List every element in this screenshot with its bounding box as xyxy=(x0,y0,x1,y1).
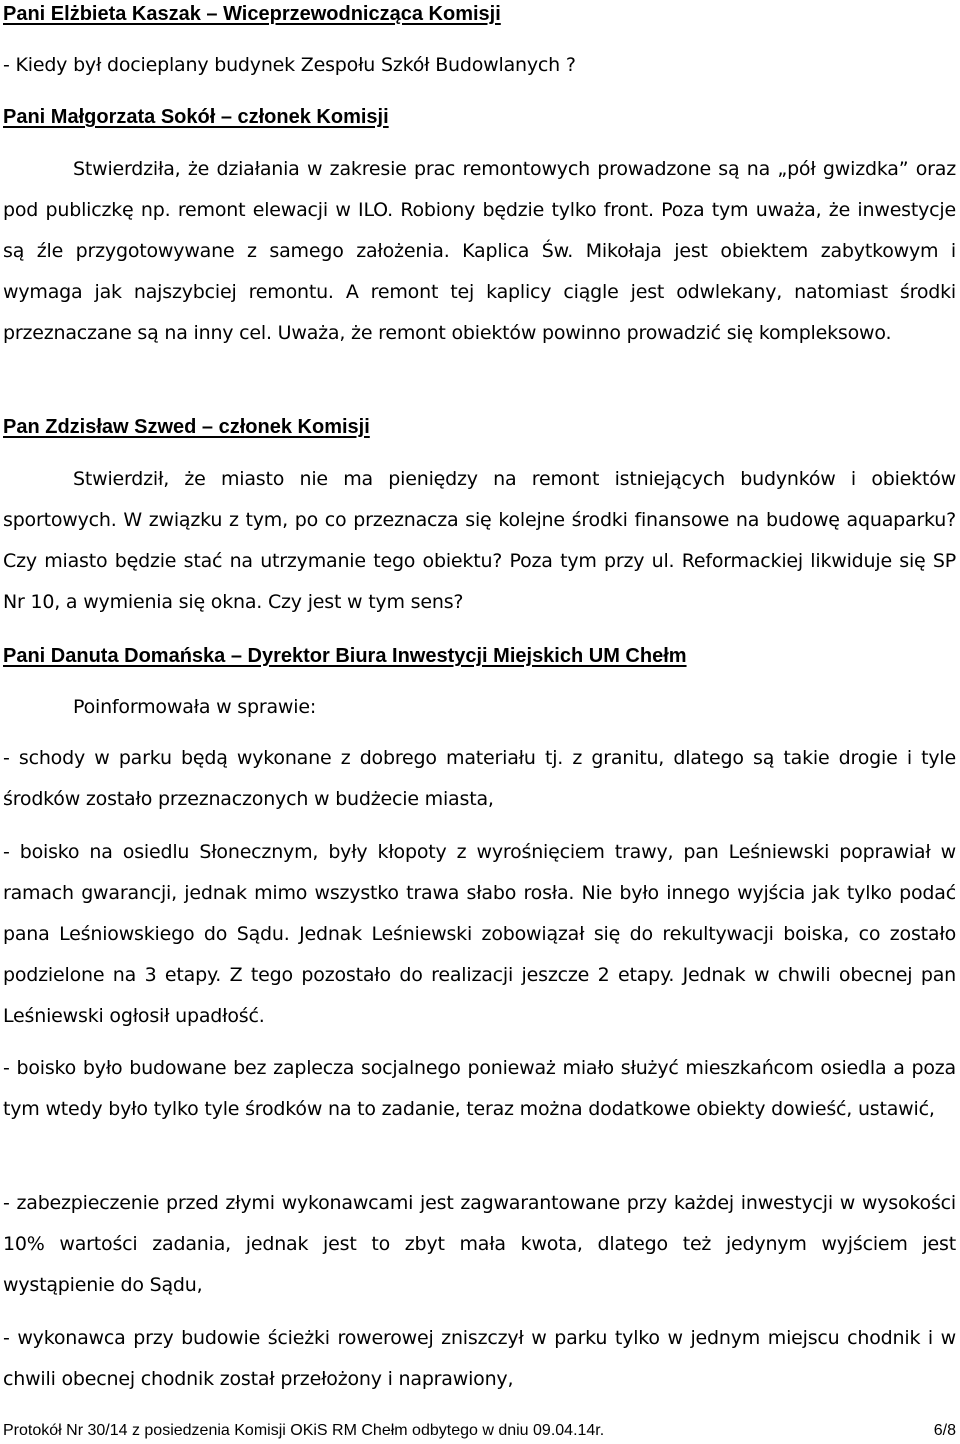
list-item: - boisko na osiedlu Słonecznym, były kłopoty z wyrośnięciem trawy, pan Leśniewski poprawiał w ramach gwarancji, jednak mimo wszystko trawa słabo rosła. Nie było innego wyjścia jak tylko podać pana Leśniowskiego do Sądu. Jednak Leśniewski zobowiązał się do rekultywacji boiska, co zostało podzielone na 3 etapy. Z tego pozostało do realizacji jeszcze 2 etapy. Jednak w chwili obecnej pan Leśniewski ogłosił upadłość. xyxy=(3,841,956,1027)
page-number: 6/8 xyxy=(933,1422,956,1439)
list-item: - schody w parku będą wykonane z dobrego materiału tj. z granitu, dlatego są takie drogie i tyle środków zostało przeznaczonych w budżecie miasta, xyxy=(3,747,956,810)
list-item: - boisko było budowane bez zaplecza socjalnego ponieważ miało służyć mieszkańcom osiedla a poza tym wtedy było tylko tyle środków na to zadanie, teraz można dodatkowe obiekty dowieść, ustawić, xyxy=(3,1057,956,1120)
statement-paragraph: Stwierdziła, że działania w zakresie prac remontowych prowadzone są na „pół gwizdka” oraz pod publiczkę np. remont elewacji w ILO. Robiony będzie tylko front. Poza tym uważa, że inwestycje są źle przygotowywane z samego założenia. Kaplica Św. Mikołaja jest obiektem zabytkowym i wymaga jak najszybciej remontu. A remont tej kaplicy ciągle jest odwlekany, natomiast środki przeznaczane są na inny cel. Uważa, że remont obiektów powinno prowadzić się kompleksowo. xyxy=(3,158,956,344)
intro-text: Poinformowała w sprawie: xyxy=(73,696,317,718)
speaker-heading: Pani Elżbieta Kaszak – Wiceprzewodnicząca Komisji xyxy=(3,3,501,25)
page-footer xyxy=(3,1421,956,1441)
list-item: - wykonawca przy budowie ścieżki rowerowej zniszczył w parku tylko w jednym miejscu chodnik i w chwili obecnej chodnik został przełożony i naprawiony, xyxy=(3,1327,956,1390)
speaker-heading: Pani Danuta Domańska – Dyrektor Biura Inwestycji Miejskich UM Chełm xyxy=(3,645,687,667)
statement-paragraph: Stwierdził, że miasto nie ma pieniędzy na remont istniejących budynków i obiektów sportowych. W związku z tym, po co przeznacza się kolejne środki finansowe na budowę aquaparku? Czy miasto będzie stać na utrzymanie tego obiektu? Poza tym przy ul. Reformackiej likwiduje się SP Nr 10, a wymienia się okna. Czy jest w tym sens? xyxy=(3,468,956,613)
speaker-heading: Pani Małgorzata Sokół – członek Komisji xyxy=(3,106,389,128)
list-item: - zabezpieczenie przed złymi wykonawcami jest zagwarantowane przy każdej inwestycji w wysokości 10% wartości zadania, jednak jest to zbyt mała kwota, dlatego też jedynym wyjściem jest wystąpienie do Sądu, xyxy=(3,1192,956,1296)
question-text: - Kiedy był docieplany budynek Zespołu Szkół Budowlanych ? xyxy=(3,54,576,76)
speaker-heading: Pan Zdzisław Szwed – członek Komisji xyxy=(3,416,370,438)
footer-protocol-text: Protokół Nr 30/14 z posiedzenia Komisji OKiS RM Chełm odbytego w dniu 09.04.14r. xyxy=(3,1422,605,1439)
